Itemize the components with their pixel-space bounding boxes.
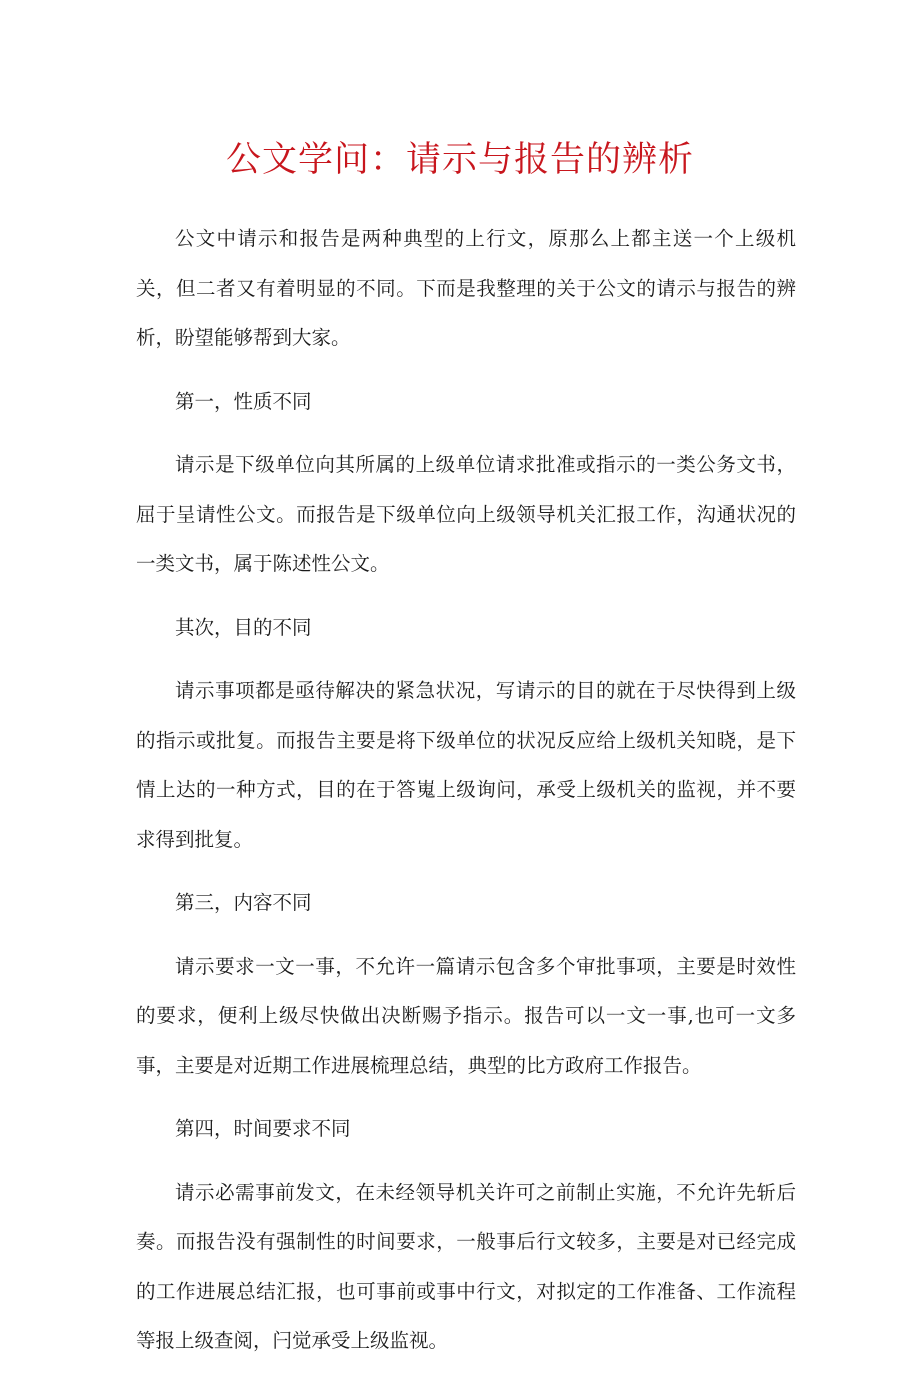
section-heading-nature: 第一，性质不同 (175, 389, 312, 413)
section-text-content: 请示要求一文一事，不允许一篇请示包含多个审批事项，主要是时效性的要求，便利上级尽快做出决断赐予指示。报告可以一文一事,也可一文多事，主要是对近期工作进展梳理总结，典型的比方政府工作报告。 (136, 954, 796, 1077)
section-text-nature: 请示是下级单位向其所属的上级单位请求批准或指示的一类公务文书，屈于呈请性公文。而报告是下级单位向上级领导机关汇报工作，沟通状况的一类文书，属于陈述性公文。 (136, 453, 796, 575)
section-heading-content: 第三，内容不同 (175, 891, 312, 914)
section-heading-purpose: 其次，目的不同 (175, 615, 312, 639)
intro-paragraph: 公文中请示和报告是两种典型的上行文，原那么上都主送一个上级机关，但二者又有着明显的不同。下而是我整理的关于公文的请示与报告的辨析，盼望能够帮到大家。 (136, 227, 796, 349)
page-title: 公文学问：请示与报告的辨析 (225, 140, 694, 180)
section-text-timing: 请示必需事前发文，在未经领导机关许可之前制止实施，不允许先斩后奏。而报告没有强制性的时间要求，一般事后行文较多，主要是对已经完成的工作进展总结汇报，也可事前或事中行文，对拟定的工作准备、工作流程等报上级查阅，闩觉承受上级监视。 (136, 1180, 796, 1352)
section-heading-timing: 第四，时间要求不同 (175, 1117, 351, 1140)
document-body (136, 214, 796, 1380)
section-text-purpose: 请示事项都是亟待解决的紧急状况，写请示的目的就在于尽快得到上级的指示或批复。而报告主要是将下级单位的状况反应给上级机关知晓，是下情上达的一种方式，目的在于答嵬上级询问，承受上级机关的监视，并不要求得到批复。 (136, 679, 796, 851)
